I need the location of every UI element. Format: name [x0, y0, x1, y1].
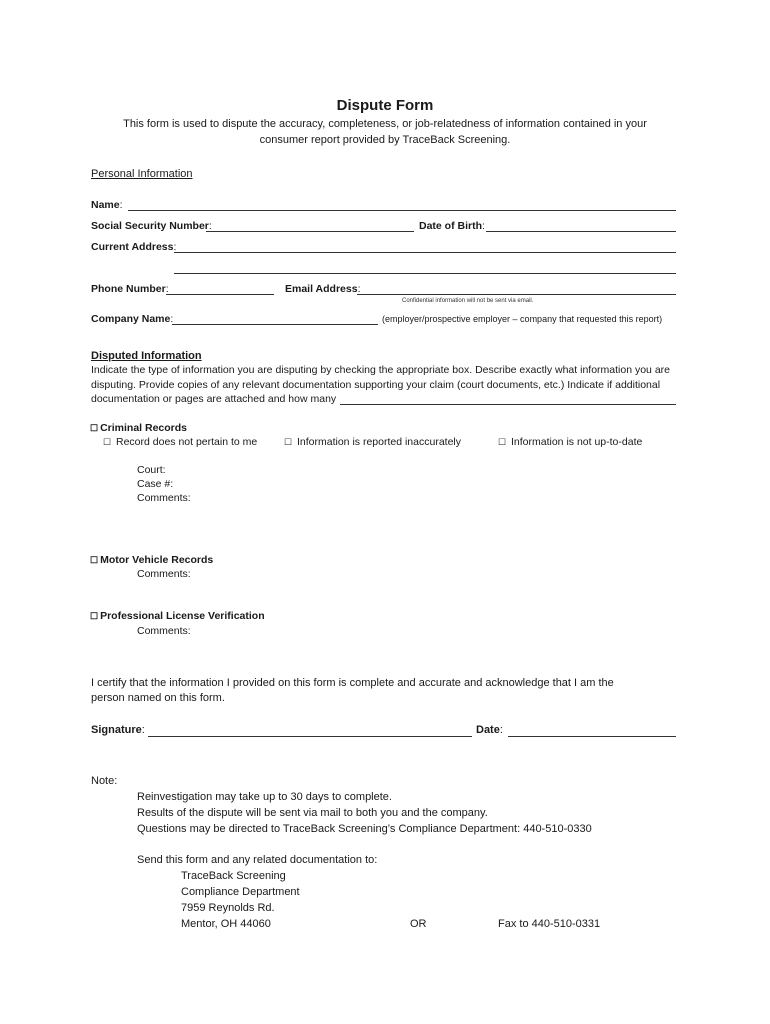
note-label: Note:: [91, 775, 118, 787]
address-line-2: Compliance Department: [181, 886, 300, 898]
ssn-row: Social Security Number:: [91, 220, 212, 232]
name-row: Name:: [91, 199, 123, 211]
address-line-4: Mentor, OH 44060: [181, 918, 271, 930]
dob-label: Date of Birth: [419, 220, 482, 232]
option-not-pertain[interactable]: [103, 436, 257, 448]
email-label: Email Address: [285, 283, 358, 295]
phone-row: Phone Number:: [91, 283, 169, 295]
certify-line-1: I certify that the information I provided on this form is complete and accurate and acknowledge that I am the: [91, 677, 614, 689]
company-label: Company Name: [91, 313, 171, 325]
court-label: Court:: [137, 464, 166, 476]
date-row: Date:: [476, 724, 503, 736]
signature-label: Signature: [91, 724, 142, 736]
checkbox-icon: ☐: [90, 555, 99, 565]
email-field[interactable]: [357, 294, 676, 295]
license-comments-label: Comments:: [137, 625, 191, 637]
note-line-1: Reinvestigation may take up to 30 days to complete.: [137, 791, 392, 803]
intro-line-1: This form is used to dispute the accuracy, completeness, or job-relatedness of information contained in your: [123, 118, 647, 130]
option-not-up-to-date[interactable]: [498, 436, 642, 448]
address-line-3: 7959 Reynolds Rd.: [181, 902, 275, 914]
checkbox-icon: ☐: [103, 437, 112, 447]
checkbox-icon: ☐: [284, 437, 293, 447]
certify-line-2: person named on this form.: [91, 692, 225, 704]
signature-field[interactable]: [148, 736, 472, 737]
date-field[interactable]: [508, 736, 676, 737]
dob-field[interactable]: [486, 231, 676, 232]
email-note: Confidential information will not be sent via email.: [402, 298, 534, 304]
or-text: OR: [410, 918, 427, 930]
disputed-instructions-1: Indicate the type of information you are disputing by checking the appropriate box. Describe exactly what information you are: [91, 364, 670, 376]
date-label: Date: [476, 724, 500, 736]
criminal-comments-label: Comments:: [137, 492, 191, 504]
company-row: Company Name:: [91, 313, 174, 325]
criminal-records-label: Criminal Records: [100, 422, 188, 434]
option-inaccurate[interactable]: [284, 436, 461, 448]
motor-vehicle-label: Motor Vehicle Records: [100, 554, 214, 566]
checkbox-icon: ☐: [498, 437, 507, 447]
intro-line-2: consumer report provided by TraceBack Screening.: [259, 134, 511, 146]
send-to-text: Send this form and any related documentation to:: [137, 854, 378, 866]
ssn-label: Social Security Number: [91, 220, 209, 232]
company-field[interactable]: [172, 324, 378, 325]
criminal-records-checkbox[interactable]: [90, 422, 187, 434]
note-line-2: Results of the dispute will be sent via mail to both you and the company.: [137, 807, 488, 819]
checkbox-icon: ☐: [90, 423, 99, 433]
ssn-field[interactable]: [206, 231, 414, 232]
address-row: Current Address:: [91, 241, 177, 253]
attached-pages-field[interactable]: [340, 404, 676, 405]
disputed-info-heading: Disputed Information: [91, 350, 202, 362]
option-inaccurate-label: Information is reported inaccurately: [297, 436, 461, 448]
checkbox-icon: ☐: [90, 611, 99, 621]
option-not-pertain-label: Record does not pertain to me: [116, 436, 258, 448]
address-field-1[interactable]: [174, 252, 676, 253]
note-line-3: Questions may be directed to TraceBack Screening’s Compliance Department: 440-510-0330: [137, 823, 592, 835]
motor-comments-label: Comments:: [137, 568, 191, 580]
company-note: (employer/prospective employer – company that requested this report): [382, 314, 663, 324]
phone-field[interactable]: [166, 294, 274, 295]
intro-text: [0, 116, 770, 148]
option-not-up-to-date-label: Information is not up-to-date: [511, 436, 643, 448]
name-label: Name: [91, 199, 120, 211]
dob-row: Date of Birth:: [419, 220, 485, 232]
license-verification-checkbox[interactable]: [90, 610, 265, 622]
address-line-1: TraceBack Screening: [181, 870, 286, 882]
disputed-instructions-3: documentation or pages are attached and how many: [91, 393, 337, 405]
motor-vehicle-checkbox[interactable]: [90, 554, 213, 566]
address-label: Current Address: [91, 241, 174, 253]
case-label: Case #:: [137, 478, 174, 490]
fax-text: Fax to 440-510-0331: [498, 918, 601, 930]
signature-row: Signature:: [91, 724, 145, 736]
address-field-2[interactable]: [174, 273, 676, 274]
disputed-instructions-2: disputing. Provide copies of any relevant documentation supporting your claim (court documents, etc.) Indicate if additional: [91, 379, 661, 391]
name-field[interactable]: [128, 210, 676, 211]
personal-info-heading: Personal Information: [91, 168, 193, 180]
phone-label: Phone Number: [91, 283, 166, 295]
page-title: Dispute Form: [336, 97, 434, 114]
license-verification-label: Professional License Verification: [100, 610, 265, 622]
email-row: Email Address:: [285, 283, 361, 295]
